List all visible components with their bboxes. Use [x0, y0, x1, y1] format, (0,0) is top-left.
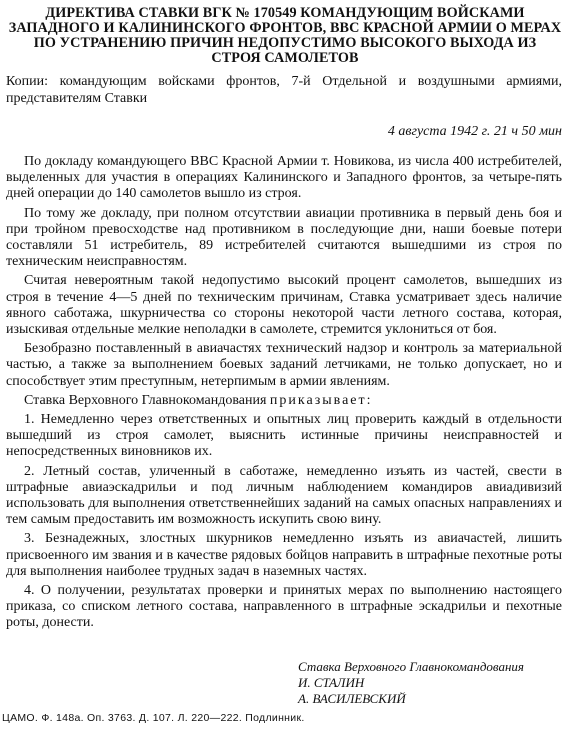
paragraph: По тому же докладу, при полном отсутствии авиации противника в первый день боя и при тройном превосходстве над противником в последующие дни, наши боевые потери составляли 51 истребитель, 89 истребителей считаются вышедшими из строя по техническим неисправностям.: [6, 205, 562, 270]
paragraph: Безобразно поставленный в авиачастях технический надзор и контроль за материальной частью, а также за выполнением боевых заданий летчиками, не только допускает, но и способствует этим преступным, нетерпимым в армии явлениям.: [6, 341, 562, 389]
orders-intro: [6, 393, 562, 409]
signer-name: А. ВАСИЛЕВСКИЙ: [298, 691, 406, 706]
order-item: 3. Безнадежных, злостных шкурников немедленно изъять из авиачастей, лишить присвоенного им звания и в качестве рядовых бойцов направить в штрафные пехотные роты для выполнения наиболее трудных задач в наземных частях.: [6, 531, 562, 579]
document-title: ДИРЕКТИВА СТАВКИ ВГК № 170549 КОМАНДУЮЩИМ ВОЙСКАМИ ЗАПАДНОГО И КАЛИНИНСКОГО ФРОНТОВ, ВВС КРАСНОЙ АРМИИ О МЕРАХ ПО УСТРАНЕНИЮ ПРИЧИН НЕДОПУСТИМО ВЫСОКОГО ВЫХОДА ИЗ СТРОЯ САМОЛЕТОВ: [8, 5, 562, 66]
document-date: 4 августа 1942 г. 21 ч 50 мин: [387, 124, 562, 139]
document-body: [6, 154, 562, 635]
copies-line: Копии: командующим войсками фронтов, 7-й Отдельной и воздушными армиями, представителям Ставки: [6, 74, 562, 106]
orders-verb: приказывает: [269, 392, 367, 408]
order-item: 2. Летный состав, уличенный в саботаже, немедленно изъять из частей, свести в штрафные авиаэскадрильи и под личным наблюдением командиров авиадивизий использовать для выполнения ответственнейших заданий на самых опасных направлениях и тем самым предоставить им возможность искупить свою вину.: [6, 463, 562, 528]
orders-intro-prefix: Ставка Верховного Главнокомандования: [24, 392, 270, 408]
signature-org: Ставка Верховного Главнокомандования: [298, 659, 524, 674]
signer-name: И. СТАЛИН: [298, 675, 365, 690]
archive-source: ЦАМО. Ф. 148а. Оп. 3763. Д. 107. Л. 220—222. Подлинник.: [2, 712, 305, 724]
order-item: 4. О получении, результатах проверки и принятых мерах по выполнению настоящего приказа, со списком летного состава, направленного в штрафные эскадрильи и пехотные роты, донести.: [6, 583, 562, 631]
orders-intro-suffix: :: [366, 392, 371, 408]
signature-block: [298, 659, 524, 707]
paragraph: По докладу командующего ВВС Красной Армии т. Новикова, из числа 400 истребителей, выделенных для участия в операциях Калининского и Западного фронтов, за четыре-пять дней операции до 140 самолетов вышло из строя.: [6, 154, 562, 202]
order-item: 1. Немедленно через ответственных и опытных лиц проверить каждый в отдельности вышедший из строя самолет, выяснить истинные причины неисправностей и непосредственных виновников их.: [6, 412, 562, 460]
paragraph: Считая невероятным такой недопустимо высокий процент самолетов, вышедших из строя в течение 4—5 дней по техническим причинам, Ставка усматривает здесь наличие явного саботажа, шкурничества со стороны некоторой части летного состава, которая, изыскивая отдельные мелкие неполадки в самолете, стремится уклониться от боя.: [6, 273, 562, 338]
